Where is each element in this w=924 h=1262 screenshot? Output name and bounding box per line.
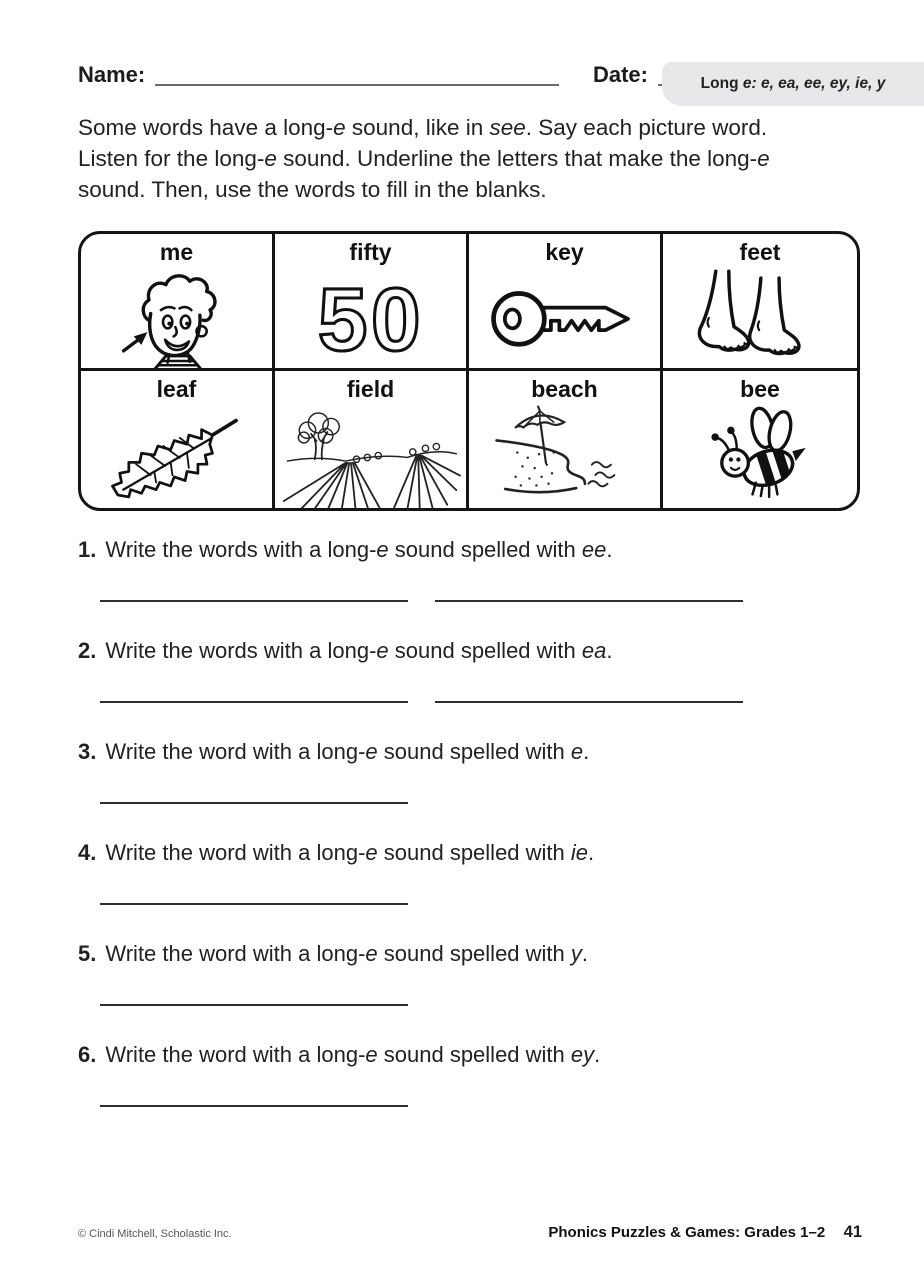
question-number: 4.	[78, 840, 97, 865]
page-footer	[78, 1223, 862, 1242]
name-input-line[interactable]	[155, 62, 559, 86]
svg-text:50: 50	[317, 268, 424, 366]
word-cell-fifty	[275, 234, 469, 371]
question-5: 5. Write the word with a long-e sound spelled with y.	[78, 941, 860, 1006]
feet-icon	[663, 266, 857, 370]
word-cell-feet	[663, 234, 857, 371]
answer-blank[interactable]	[100, 902, 408, 905]
question-number: 6.	[78, 1042, 97, 1067]
question-number: 1.	[78, 537, 97, 562]
leaf-icon	[81, 403, 272, 508]
question-6: 6. Write the word with a long-e sound spelled with ey.	[78, 1042, 860, 1107]
answer-blank[interactable]	[100, 1104, 408, 1107]
field-icon	[275, 403, 466, 508]
instructions-line-1: Some words have a long-e sound, like in see. Say each picture word.	[78, 115, 768, 140]
word-cell-key	[469, 234, 663, 371]
word-label: bee	[740, 376, 780, 402]
answer-blank[interactable]	[100, 599, 408, 602]
question-4: 4. Write the word with a long-e sound spelled with ie.	[78, 840, 860, 905]
instructions-line-3: sound. Then, use the words to fill in the blanks.	[78, 177, 547, 202]
key-icon	[469, 266, 660, 368]
word-label: beach	[531, 376, 598, 402]
name-label: Name:	[78, 62, 146, 87]
answer-blank[interactable]	[100, 700, 408, 703]
word-label: leaf	[156, 376, 197, 402]
beach-icon	[469, 403, 660, 508]
answer-blank[interactable]	[100, 1003, 408, 1006]
word-cell-bee	[663, 371, 857, 508]
word-cell-beach	[469, 371, 663, 508]
word-label: key	[545, 239, 584, 265]
footer-right	[548, 1223, 862, 1242]
instructions-paragraph	[78, 112, 860, 205]
word-label: me	[159, 239, 194, 265]
word-cell-me	[81, 234, 275, 371]
answer-blank[interactable]	[435, 599, 743, 602]
topic-tab-label: Long e: e, ea, ee, ey, ie, y	[700, 75, 886, 92]
question-1: 1. Write the words with a long-e sound spelled with ee.	[78, 537, 860, 602]
word-label: feet	[739, 239, 781, 265]
question-2: 2. Write the words with a long-e sound spelled with ea.	[78, 638, 860, 703]
word-label: field	[346, 376, 395, 402]
question-number: 2.	[78, 638, 97, 663]
question-3: 3. Write the word with a long-e sound spelled with e.	[78, 739, 860, 804]
answer-blank[interactable]	[435, 700, 743, 703]
question-number: 3.	[78, 739, 97, 764]
book-title: Phonics Puzzles & Games: Grades 1–2	[548, 1224, 826, 1241]
copyright-text: © Cindi Mitchell, Scholastic Inc.	[78, 1228, 232, 1240]
page-number: 41	[843, 1223, 862, 1241]
question-list	[78, 537, 860, 1107]
fifty-50-icon	[275, 266, 466, 368]
date-label: Date:	[592, 62, 648, 87]
topic-tab	[662, 62, 924, 106]
word-cell-leaf	[81, 371, 275, 508]
boy-me-icon	[81, 266, 272, 371]
word-label: fifty	[349, 239, 392, 265]
picture-word-bank	[78, 231, 860, 511]
bee-icon	[663, 403, 857, 508]
answer-blank[interactable]	[100, 801, 408, 804]
word-cell-field	[275, 371, 469, 508]
question-number: 5.	[78, 941, 97, 966]
instructions-line-2: Listen for the long-e sound. Underline the letters that make the long-e	[78, 146, 770, 171]
